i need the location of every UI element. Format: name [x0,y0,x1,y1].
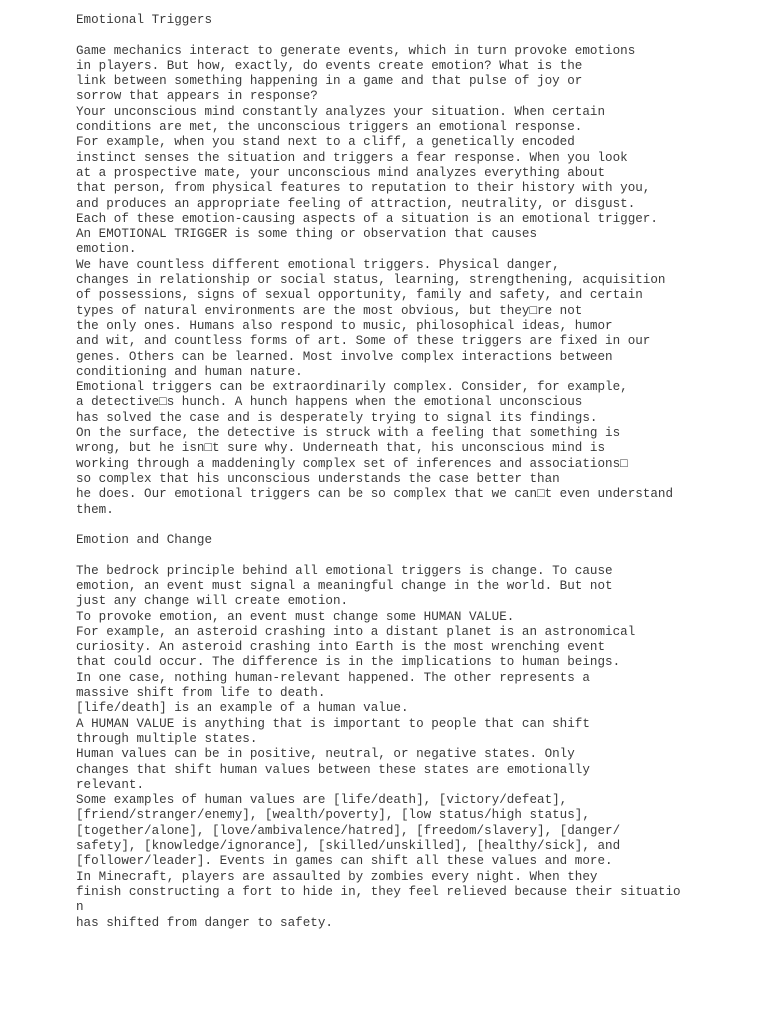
text-line: On the surface, the detective is struck with a feeling that something is [76,426,621,441]
text-line: so complex that his unconscious understands the case better than [76,471,560,486]
text-line: has solved the case and is desperately trying to signal its findings. [76,410,598,425]
text-line: Emotional Triggers [76,13,213,27]
text-line: For example, when you stand next to a cliff, a genetically encoded [76,135,575,150]
text-line: has shifted from danger to safety. [76,915,333,930]
text-line: conditioning and human nature. [76,364,303,379]
text-line: Human values can be in positive, neutral, or negative states. Only [76,747,575,762]
text-line: genes. Others can be learned. Most involve complex interactions between [76,349,613,364]
text-line: finish constructing a fort to hide in, they feel relieved because their situatio [76,884,681,899]
text-line: through multiple states. [76,731,258,746]
text-line: [life/death] is an example of a human value. [76,701,409,716]
text-line: Game mechanics interact to generate events, which in turn provoke emotions [76,43,636,58]
text-line: link between something happening in a game and that pulse of joy or [76,74,583,89]
text-line: of possessions, signs of sexual opportunity, family and safety, and certain [76,288,643,303]
text-line: sorrow that appears in response? [76,89,318,104]
text-line: The bedrock principle behind all emotional triggers is change. To cause [76,563,613,578]
text-line: Some examples of human values are [life/death], [victory/defeat], [76,793,568,808]
text-line: In Minecraft, players are assaulted by zombies every night. When they [76,869,598,884]
text-line: relevant. [76,777,145,792]
text-line: An EMOTIONAL TRIGGER is some thing or observation that causes [76,227,538,242]
text-line: at a prospective mate, your unconscious mind analyzes everything about [76,165,606,180]
text-line [76,28,756,43]
text-line: [follower/leader]. Events in games can shift all these values and more. [76,854,613,869]
text-line: conditions are met, the unconscious triggers an emotional response. [76,120,583,135]
text-line: that could occur. The difference is in the implications to human beings. [76,655,621,670]
text-line: emotion. [76,242,137,257]
text-line [76,518,756,533]
text-line: and produces an appropriate feeling of attraction, neutrality, or disgust. [76,196,636,211]
text-line: them. [76,502,114,517]
text-line: emotion, an event must signal a meaningful change in the world. But not [76,578,613,593]
text-line: For example, an asteroid crashing into a distant planet is an astronomical [76,624,636,639]
text-line: Emotion and Change [76,533,213,548]
document-text [76,13,756,931]
text-line: instinct senses the situation and triggers a fear response. When you look [76,150,628,165]
text-line: he does. Our emotional triggers can be so complex that we can□t even understand [76,487,674,502]
text-line: changes in relationship or social status, learning, strengthening, acquisition [76,273,666,288]
text-line: n [76,900,84,915]
text-line: To provoke emotion, an event must change some HUMAN VALUE. [76,609,515,624]
text-line: In one case, nothing human-relevant happened. The other represents a [76,670,590,685]
text-line: working through a maddeningly complex set of inferences and associations□ [76,456,628,471]
text-line: A HUMAN VALUE is anything that is important to people that can shift [76,716,590,731]
text-line: changes that shift human values between these states are emotionally [76,762,590,777]
text-line: Your unconscious mind constantly analyzes your situation. When certain [76,104,606,119]
text-line: just any change will create emotion. [76,594,349,609]
text-line: Each of these emotion-causing aspects of a situation is an emotional trigger. [76,211,658,226]
text-line: [together/alone], [love/ambivalence/hatred], [freedom/slavery], [danger/ [76,823,621,838]
text-line: We have countless different emotional triggers. Physical danger, [76,257,560,272]
text-line: Emotional triggers can be extraordinarily complex. Consider, for example, [76,380,628,395]
text-line: wrong, but he isn□t sure why. Underneath that, his unconscious mind is [76,441,606,456]
text-line: the only ones. Humans also respond to music, philosophical ideas, humor [76,318,613,333]
text-line: types of natural environments are the most obvious, but they□re not [76,303,583,318]
text-line: massive shift from life to death. [76,686,326,701]
text-line: that person, from physical features to reputation to their history with you, [76,181,651,196]
text-line: a detective□s hunch. A hunch happens when the emotional unconscious [76,395,583,410]
text-line [76,548,756,563]
text-line: in players. But how, exactly, do events create emotion? What is the [76,58,583,73]
text-line: [friend/stranger/enemy], [wealth/poverty], [low status/high status], [76,808,590,823]
text-line: safety], [knowledge/ignorance], [skilled/unskilled], [healthy/sick], and [76,839,621,854]
text-line: and wit, and countless forms of art. Some of these triggers are fixed in our [76,334,651,349]
text-line: curiosity. An asteroid crashing into Earth is the most wrenching event [76,640,606,655]
